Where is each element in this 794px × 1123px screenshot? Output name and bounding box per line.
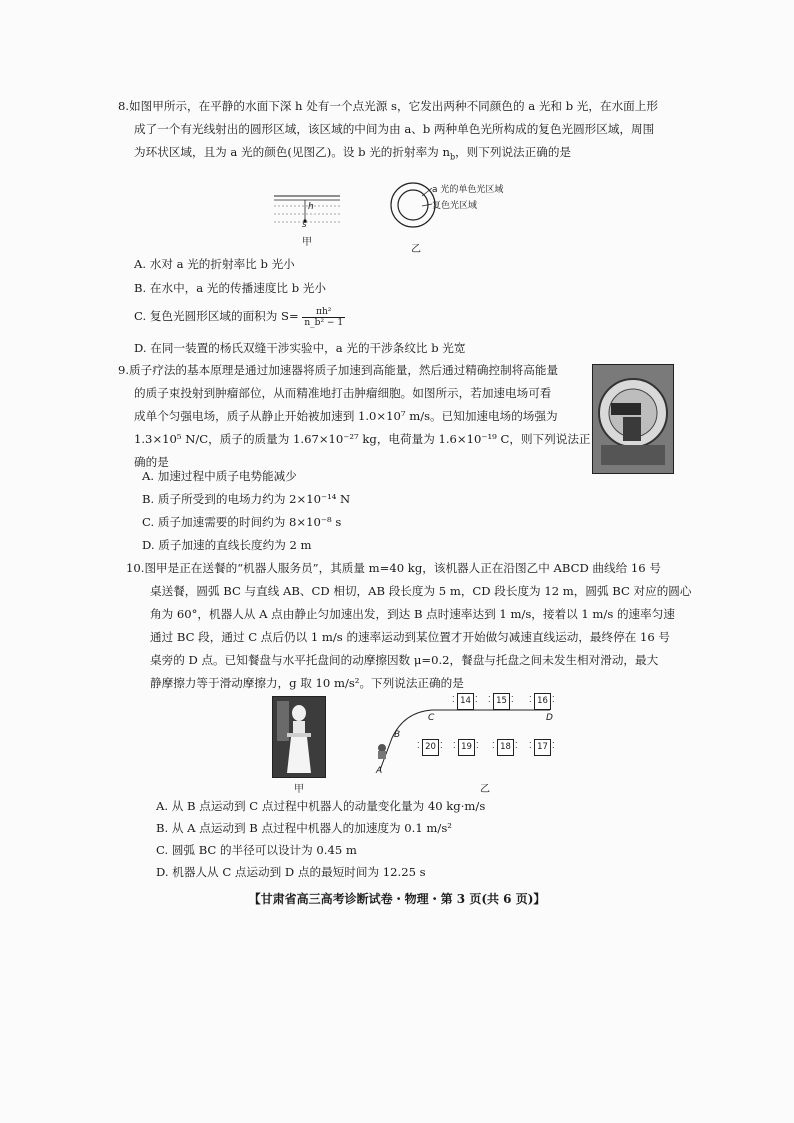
q8-option-b: B. 在水中，a 光的传播速度比 b 光小 — [134, 281, 326, 295]
q10-chair-dots: ⁚ — [552, 695, 555, 704]
q10-chair-dots: ⁚ — [552, 741, 555, 750]
q8-label-h: h — [308, 202, 314, 212]
q8-label-mixed-region: 复色光区域 — [432, 201, 478, 211]
q10-line-5: 桌旁的 D 点。已知餐盘与水平托盘间的动摩擦因数 μ=0.2，餐盘与托盘之间未发生相对滑动，最大 — [150, 653, 659, 667]
q8-caption-yi: 乙 — [411, 244, 421, 255]
q10-table-18: 18 — [497, 739, 514, 756]
q10-point-b: B — [394, 730, 401, 740]
q10-line-3: 角为 60°，机器人从 A 点由静止匀加速出发，到达 B 点时速率达到 1 m/s，接着以 1 m/s 的速率匀速 — [150, 607, 675, 621]
q10-table-19: 19 — [458, 739, 475, 756]
q10-option-a: A. 从 B 点运动到 C 点过程中机器人的动量变化量为 40 kg·m/s — [156, 799, 486, 813]
q8-option-a: A. 水对 a 光的折射率比 b 光小 — [134, 257, 295, 271]
q8-sub-b: b — [449, 152, 456, 162]
q10-table-14: 14 — [457, 693, 474, 710]
q8-line-2: 成了一个有光线射出的圆形区域，该区域的中间为由 a、b 两种单色光所构成的复色光圆形区域，周围 — [134, 122, 655, 136]
q10-chair-dots: ⁚ — [511, 695, 514, 704]
q10-robot-photo-art — [273, 697, 325, 777]
q10-option-b: B. 从 A 点运动到 B 点过程中机器人的加速度为 0.1 m/s² — [156, 821, 452, 835]
q8-option-c-numerator: πh² — [302, 307, 345, 318]
q10-chair-dots: ⁚ — [476, 741, 479, 750]
q10-option-d: D. 机器人从 C 点运动到 D 点的最短时间为 12.25 s — [156, 865, 426, 879]
q10-line-1: 10.图甲是正在送餐的“机器人服务员”，其质量 m=40 kg，该机器人正在沿图乙中 ABCD 曲线给 16 号 — [126, 561, 661, 575]
q10-chair-dots: ⁚ — [475, 695, 478, 704]
q8-option-c-prefix: C. 复色光圆形区域的面积为 S= — [134, 309, 299, 323]
q10-line-2: 桌送餐，圆弧 BC 与直线 AB、CD 相切，AB 段长度为 5 m，CD 段长度为 12 m，圆弧 BC 对应的圆心 — [150, 584, 692, 598]
q10-chair-dots: ⁚ — [417, 741, 420, 750]
q10-robot-photo — [272, 696, 326, 778]
q10-chair-dots: ⁚ — [529, 741, 532, 750]
q8-caption-jia: 甲 — [302, 237, 312, 248]
q10-chair-dots: ⁚ — [452, 695, 455, 704]
q10-table-16: 16 — [534, 693, 551, 710]
q9-line-3: 成单个匀强电场，质子从静止开始被加速到 1.0×10⁷ m/s。已知加速电场的场强为 — [134, 409, 558, 423]
q10-option-c: C. 圆弧 BC 的半径可以设计为 0.45 m — [156, 843, 357, 857]
q10-point-a: A — [376, 766, 383, 776]
q9-option-a: A. 加速过程中质子电势能减少 — [142, 469, 297, 483]
q8-line-3-tail: ，则下列说法正确的是 — [455, 145, 572, 159]
q10-point-c: C — [428, 713, 435, 723]
q9-proton-therapy-photo — [592, 364, 674, 474]
q9-option-c: C. 质子加速需要的时间约为 8×10⁻⁸ s — [142, 515, 342, 529]
q10-line-6: 静摩擦力等于滑动摩擦力，g 取 10 m/s²。下列说法正确的是 — [150, 676, 464, 690]
q10-caption-yi: 乙 — [480, 784, 490, 795]
q10-chair-dots: ⁚ — [440, 741, 443, 750]
q10-chair-dots: ⁚ — [492, 741, 495, 750]
q8-option-c-denominator: n_b² − 1 — [304, 317, 344, 328]
q8-label-a-region: a 光的单色光区域 — [432, 185, 504, 195]
q10-point-d: D — [546, 713, 553, 723]
q10-table-20: 20 — [422, 739, 439, 756]
q10-caption-jia: 甲 — [294, 784, 304, 795]
q8-line-3 — [134, 142, 571, 167]
q9-line-2: 的质子束投射到肿瘤部位，从而精准地打击肿瘤细胞。如图所示，若加速电场可看 — [134, 386, 552, 400]
q9-line-1: 9.质子疗法的基本原理是通过加速器将质子加速到高能量，然后通过精确控制将高能量 — [118, 363, 559, 377]
q8-label-s: s — [302, 220, 307, 230]
q9-photo-art — [593, 365, 673, 473]
q8-option-d: D. 在同一装置的杨氏双缝干涉实验中，a 光的干涉条纹比 b 光宽 — [134, 341, 466, 355]
q10-chair-dots: ⁚ — [488, 695, 491, 704]
q9-line-5: 确的是 — [134, 455, 169, 469]
q8-option-c — [134, 306, 345, 328]
q10-line-4: 通过 BC 段，通过 C 点后仍以 1 m/s 的速率运动到某位置才开始做匀减速直线运动，最终停在 16 号 — [150, 630, 671, 644]
q10-table-15: 15 — [493, 693, 510, 710]
page-footer: 【甘肃省高三高考诊断试卷・物理・第 3 页(共 6 页)】 — [248, 892, 546, 906]
q8-line-3-text: 为环状区域，且为 a 光的颜色(见图乙)。设 b 光的折射率为 n — [134, 145, 450, 159]
q8-line-1: 8.如图甲所示，在平静的水面下深 h 处有一个点光源 s，它发出两种不同颜色的 a 光和 b 光，在水面上形 — [118, 99, 658, 113]
q9-line-4: 1.3×10⁵ N/C，质子的质量为 1.67×10⁻²⁷ kg，电荷量为 1.6×10⁻¹⁹ C，则下列说法正 — [134, 432, 591, 446]
q10-chair-dots: ⁚ — [529, 695, 532, 704]
q10-chair-dots: ⁚ — [515, 741, 518, 750]
q10-table-17: 17 — [534, 739, 551, 756]
q8-option-c-fraction — [302, 307, 345, 328]
q10-chair-dots: ⁚ — [453, 741, 456, 750]
q9-option-d: D. 质子加速的直线长度约为 2 m — [142, 538, 312, 552]
q9-option-b: B. 质子所受到的电场力约为 2×10⁻¹⁴ N — [142, 492, 351, 506]
